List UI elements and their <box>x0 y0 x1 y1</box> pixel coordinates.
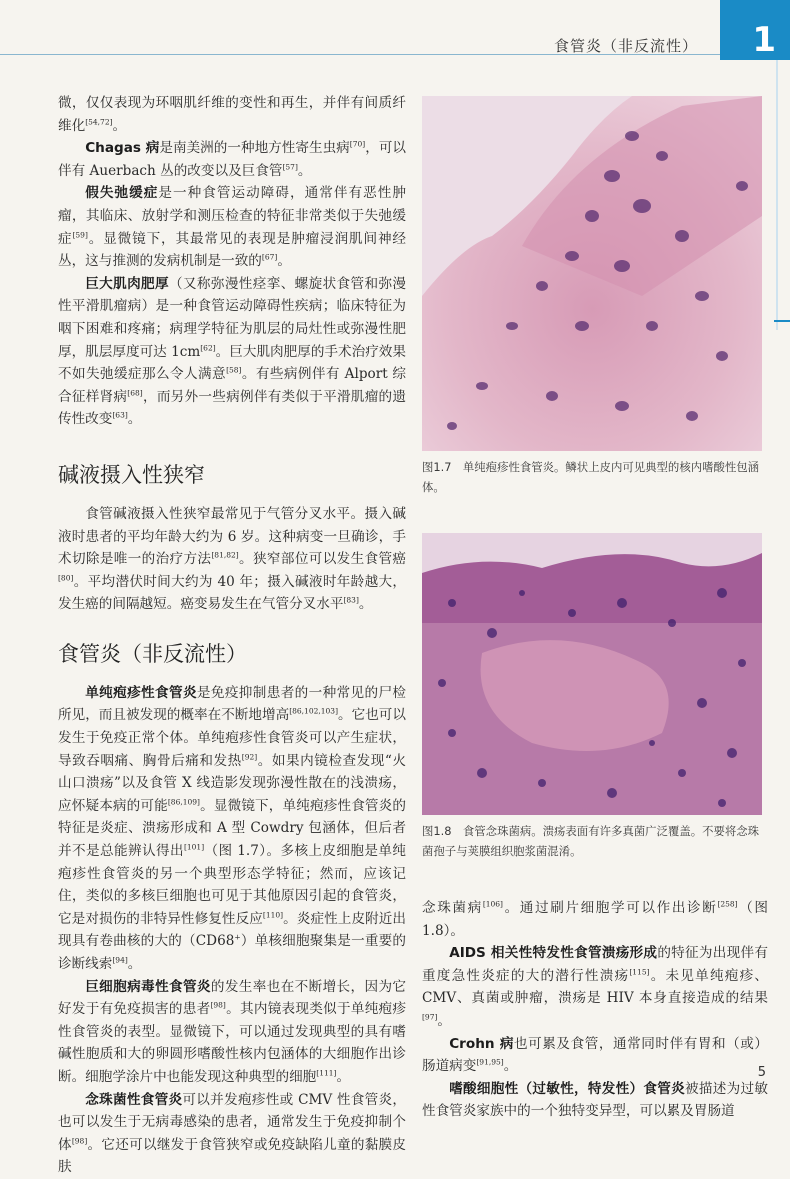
paragraph-crohn: Crohn 病也可累及食管，通常同时伴有胃和（或）肠道病变[91,95]。 <box>422 1035 769 1075</box>
right-column <box>422 96 768 1123</box>
paragraph-aids: AIDS 相关性特发性食管溃疡形成的特征为出现伴有重度急性炎症的大的潜行性溃疡[115]。未见单纯疱疹、CMV、真菌或肿瘤，溃疡是 HIV 本身直接造成的结果[97]。 <box>422 945 769 1029</box>
figure-1-8-caption: 图1.8 食管念珠菌病。溃疡表面有许多真菌广泛覆盖。不要将念珠菌孢子与荚膜组织胞浆菌混淆。 <box>422 824 760 858</box>
page-number: 5 <box>757 1065 766 1080</box>
term-herpes: 单纯疱疹性食管炎 <box>85 684 197 701</box>
paragraph-chagas: Chagas 病是南美洲的一种地方性寄生虫病[70]，可以伴有 Auerbach 丛的改变以及巨食管[57]。 <box>58 139 407 179</box>
term-aids: AIDS 相关性特发性食管溃疡形成 <box>449 945 658 962</box>
term-chagas: Chagas 病 <box>85 140 160 157</box>
paragraph-candida-continued: 念珠菌病[106]。通过刷片细胞学可以作出诊断[258]（图 1.8）。 <box>422 899 769 939</box>
term-pseudoachalasia: 假失弛缓症 <box>85 185 159 202</box>
micrograph-candida-image <box>422 533 762 815</box>
chapter-tab: 1 <box>720 0 790 60</box>
micrograph-herpes-image <box>422 96 762 451</box>
left-column <box>58 92 406 1179</box>
term-crohn: Crohn 病 <box>449 1035 514 1052</box>
term-candida: 念珠菌性食管炎 <box>85 1091 183 1108</box>
term-giant-hypertrophy: 巨大肌肉肥厚 <box>85 275 169 292</box>
paragraph-cmv: 巨细胞病毒性食管炎的发生率也在不断增长，因为它好发于有免疫损害的患者[98]。其内镜表现类似于单纯疱疹性食管炎的表型。显微镜下，可以通过发现典型的具有嗜碱性胞质和大的卵圆形嗜酸性核内包涵体的大细胞作出诊断。细胞学涂片中也能发现这种典型的细胞[111]。 <box>58 978 407 1085</box>
paragraph-pseudoachalasia: 假失弛缓症是一种食管运动障碍，通常伴有恶性肿瘤，其临床、放射学和测压检查的特征非常类似于失弛缓症[59]。显微镜下，其最常见的表现是肿瘤浸润肌间神经丛，这与推测的发病机制是一致的[67]。 <box>58 185 407 270</box>
running-title: 食管炎（非反流性） <box>553 37 698 55</box>
figure-1-7-caption: 图1.7 单纯疱疹性食管炎。鳞状上皮内可见典型的核内嗜酸性包涵体。 <box>422 460 760 494</box>
section-heading-esophagitis: 食管炎（非反流性） <box>58 641 247 666</box>
paragraph-giant-hypertrophy: 巨大肌肉肥厚（又称弥漫性痉挛、螺旋状食管和弥漫性平滑肌瘤病）是一种食管运动障碍性疾病；临床特征为咽下困难和疼痛；病理学特征为肌层的局灶性或弥漫性肥厚，肌层厚度可达 1cm[62]。巨大肌肉肥厚的手术治疗效果不如失弛缓症那么令人满意[58]。有些病例伴有 Alport 综合征样肾病[68]，而另外一些病例伴有类似于平滑肌瘤的遗传性改变[63]。 <box>58 275 407 428</box>
paragraph-alkali: 食管碱液摄入性狭窄最常见于气管分叉水平。摄入碱液时患者的平均年龄大约为 6 岁。这种病变一旦确诊，手术切除是唯一的治疗方法[81,82]。狭窄部位可以发生食管癌[80]。平均潜伏时间大约为 40 年；摄入碱液时年龄越大，发生癌的间隔越短。癌变易发生在气管分叉水平[83]。 <box>58 505 407 613</box>
term-cmv: 巨细胞病毒性食管炎 <box>85 978 211 995</box>
term-eosinophilic: 嗜酸细胞性（过敏性，特发性）食管炎 <box>449 1080 686 1097</box>
paragraph-candida: 念珠菌性食管炎可以并发疱疹性或 CMV 性食管炎，也可以发生于无病毒感染的患者，通常发生于免疫抑制个体[98]。它还可以继发于食管狭窄或免疫缺陷儿童的黏膜皮肤 <box>58 1091 407 1176</box>
paragraph-eosinophilic: 嗜酸细胞性（过敏性，特发性）食管炎被描述为过敏性食管炎家族中的一个独特变异型，可以累及胃肠道 <box>422 1080 769 1120</box>
figure-1-8 <box>422 533 768 861</box>
side-rule <box>776 60 778 330</box>
section-heading-alkali: 碱液摄入性狭窄 <box>58 462 205 487</box>
figure-1-7 <box>422 96 768 497</box>
paragraph-cricopharyngeal: 微，仅仅表现为环咽肌纤维的变性和再生，并伴有间质纤维化[54,72]。 <box>58 95 406 134</box>
paragraph-herpes: 单纯疱疹性食管炎是免疫抑制患者的一种常见的尸检所见，而且被发现的概率在不断地增高[86,102,103]。它也可以发生于免疫正常个体。单纯疱疹性食管炎可以产生症状，导致吞咽痛、胸骨后痛和发热[92]。如果内镜检查发现“火山口溃疡”以及食管 X 线造影发现弥漫性散在的浅溃疡，应怀疑本病的可能[86,109]。显微镜下，单纯疱疹性食管炎的特征是炎症、溃疡形成和 A 型 Cowdry 包涵体，但后者并不是总能辨认得出[101]（图 1.7）。多核上皮细胞是单纯疱疹性食管炎的另一个典型形态学特征；然而，应该记住，类似的多核巨细胞也可见于其他原因引起的食管炎，它是对损伤的非特异性修复性反应[110]。炎症性上皮附近出现具有卷曲核的大的（CD68+）单核细胞聚集是一重要的诊断线索[94]。 <box>58 684 407 972</box>
right-text <box>422 897 768 1123</box>
side-mark <box>774 320 790 322</box>
